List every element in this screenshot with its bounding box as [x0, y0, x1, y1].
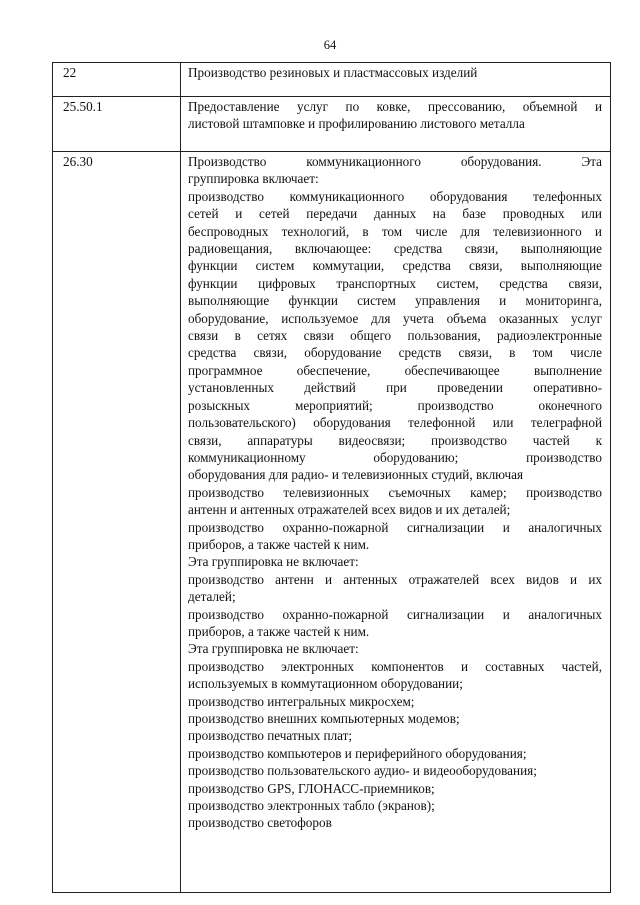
page-number: 64 — [323, 38, 337, 52]
row-description — [181, 97, 611, 152]
description-line: пользовательского) оборудования телефонной или телеграфной — [188, 415, 602, 431]
description-line: производство интегральных микросхем; — [188, 693, 415, 709]
description-line: коммуникационному оборудованию; производство — [188, 449, 602, 465]
description-line: выполняющие функции систем управления и мониторинга, — [188, 293, 602, 309]
description-line: Производство резиновых и пластмассовых изделий — [188, 65, 478, 80]
description-line: группировка включает: — [188, 171, 319, 187]
description-line: беспроводных технологий, в том числе для телевизионного и — [188, 223, 602, 239]
row-code: 22 — [53, 63, 181, 97]
description-line: листовой штамповке и профилированию листового металла — [188, 116, 525, 132]
description-line: производство внешних компьютерных модемов; — [188, 711, 460, 726]
description-line: производство охранно-пожарной сигнализации и аналогичных — [188, 606, 602, 622]
row-code: 25.50.1 — [53, 97, 181, 152]
description-line: производство печатных плат; — [188, 728, 353, 744]
description-line: приборов, а также частей к ним. — [188, 536, 370, 552]
table-row — [53, 152, 611, 893]
description-line: антенн и антенных отражателей всех видов и их деталей; — [188, 502, 511, 518]
description-line: установленных действий при проведении оперативно- — [188, 380, 602, 396]
description-line: Эта группировка не включает: — [188, 641, 359, 657]
description-line: используемых в коммутационном оборудовании; — [188, 676, 463, 692]
description-line: средства связи, оборудование средств связи, в том числе — [188, 345, 602, 361]
table-row — [53, 97, 611, 152]
row-code: 26.30 — [53, 152, 181, 893]
description-line: производство компьютеров и периферийного оборудования; — [188, 745, 527, 761]
description-line: функции цифровых транспортных систем, средства связи, — [188, 275, 602, 291]
row-description — [181, 152, 611, 893]
description-line: связи, аппаратуры видеосвязи; производство частей к — [188, 432, 602, 448]
description-line: оборудование, используемое для учета объема оказанных услуг — [188, 310, 602, 326]
description-line: производство телевизионных съемочных камер; производство — [188, 484, 602, 500]
description-line: производство электронных табло (экранов); — [188, 798, 435, 814]
description-line: производство светофоров — [188, 815, 332, 831]
description-line: связи в сетях связи общего пользования, радиоэлектронные — [188, 328, 602, 344]
description-line: приборов, а также частей к ним. — [188, 623, 370, 639]
description-line: производство электронных компонентов и составных частей, — [188, 658, 602, 674]
description-line: радиовещания, включающее: средства связи, выполняющие — [188, 241, 602, 257]
description-line: розыскных мероприятий; производство оконечного — [188, 397, 602, 413]
description-line: производство пользовательского аудио- и видеооборудования; — [188, 763, 537, 779]
description-line: оборудования для радио- и телевизионных студий, включая — [188, 467, 524, 483]
description-line: Предоставление услуг по ковке, прессованию, объемной и — [188, 99, 602, 114]
description-line: производство коммуникационного оборудования телефонных — [188, 188, 602, 204]
description-line: Эта группировка не включает: — [188, 554, 359, 570]
row-description — [181, 63, 611, 97]
description-line: производство GPS, ГЛОНАСС-приемников; — [188, 780, 435, 796]
classification-table — [52, 62, 611, 893]
description-line: производство антенн и антенных отражателей всех видов и их — [188, 571, 602, 587]
description-line: программное обеспечение, обеспечивающее выполнение — [188, 362, 602, 378]
table-row — [53, 63, 611, 97]
description-line: функции систем коммутации, средства связи, выполняющие — [188, 258, 602, 274]
description-line: производство охранно-пожарной сигнализации и аналогичных — [188, 519, 602, 535]
description-line: сетей и сетей передачи данных на базе проводных или — [188, 206, 602, 222]
description-line: Производство коммуникационного оборудования. Эта — [188, 154, 602, 169]
description-line: деталей; — [188, 589, 236, 605]
